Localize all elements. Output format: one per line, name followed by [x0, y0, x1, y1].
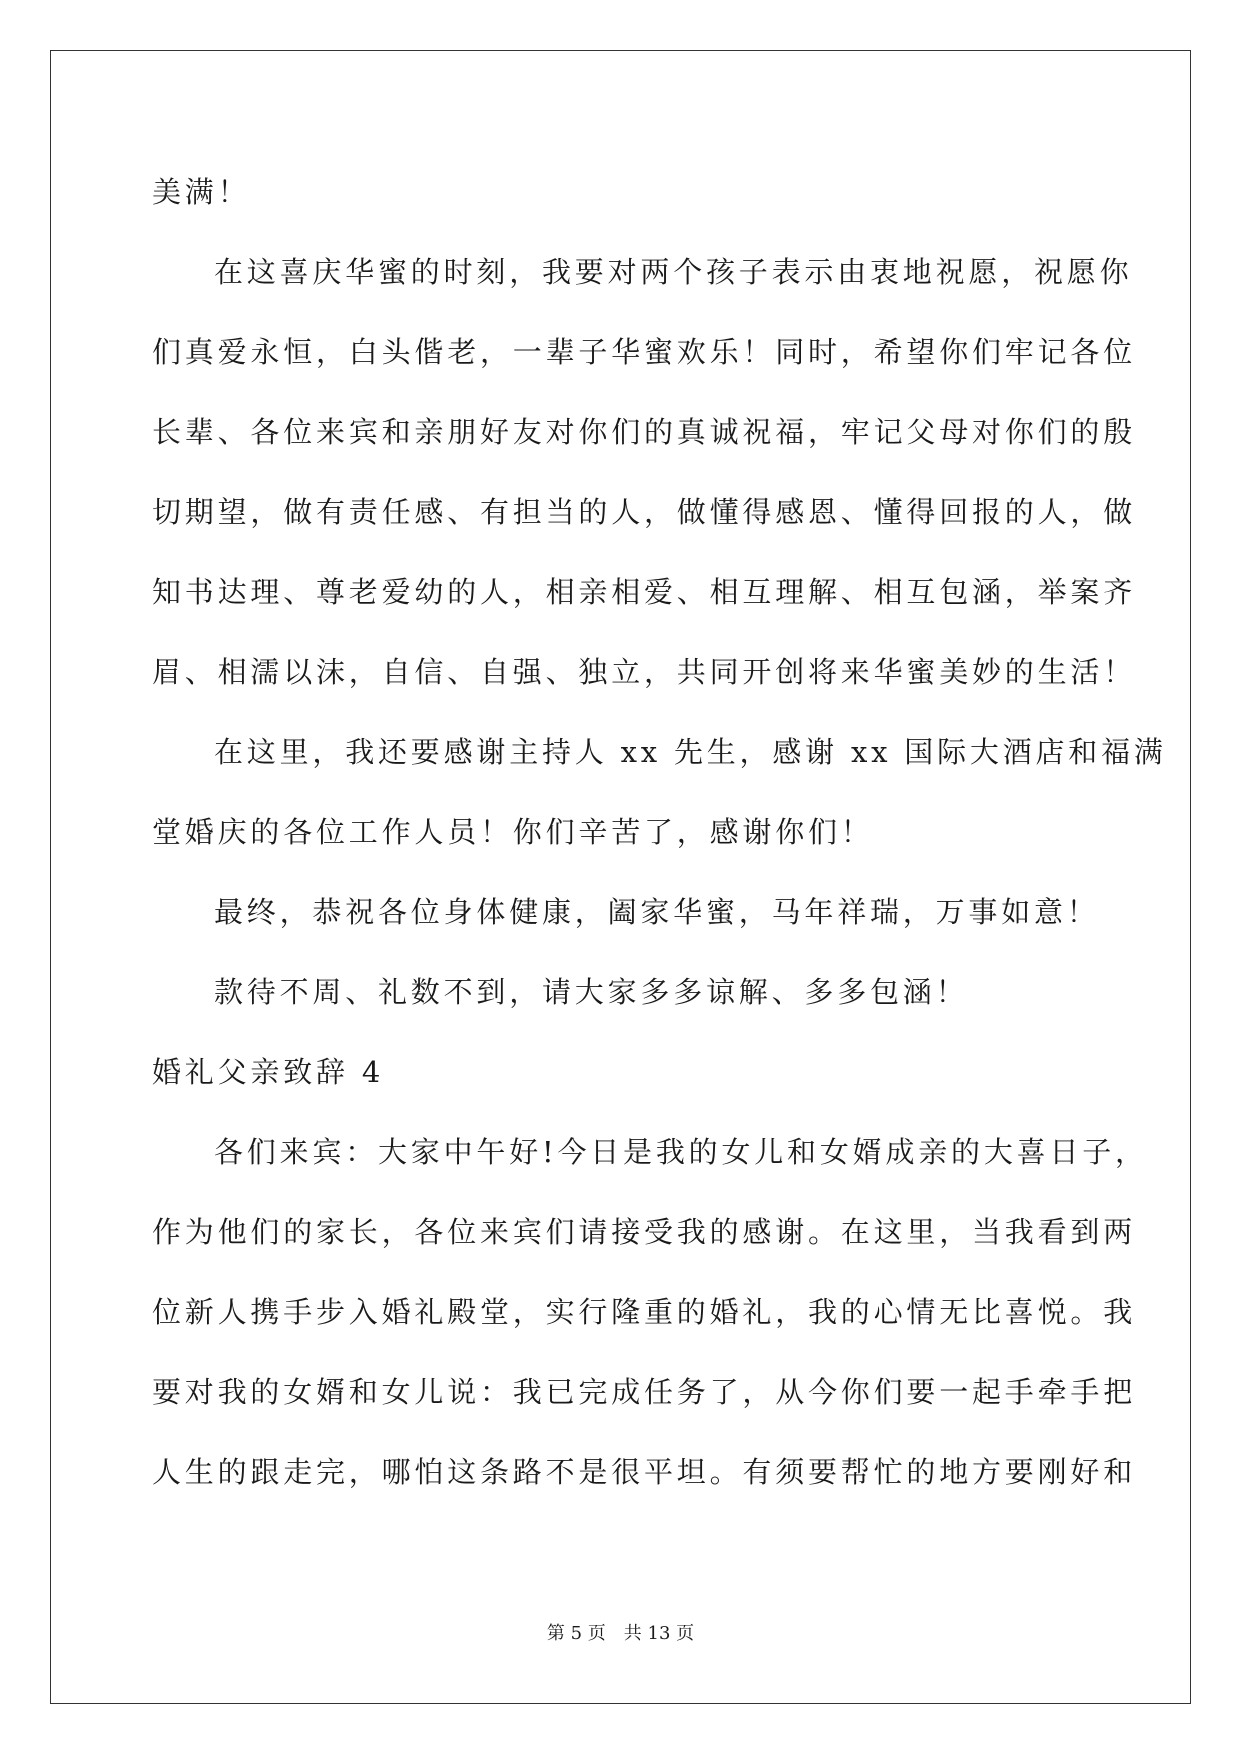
- text-line: 堂婚庆的各位工作人员！你们辛苦了，感谢你们！: [152, 815, 874, 849]
- text-line: 眉、相濡以沫，自信、自强、独立，共同开创将来华蜜美妙的生活！: [152, 655, 1137, 689]
- paragraph-first-line: 各们来宾：大家中午好!今日是我的女儿和女婿成亲的大喜日子，: [214, 1135, 1148, 1169]
- paragraph-first-line: 款待不周、礼数不到，请大家多多谅解、多多包涵！: [214, 975, 969, 1009]
- section-heading: 婚礼父亲致辞 4: [152, 1055, 385, 1089]
- page-number-footer: 第 5 页 共 13 页: [546, 1623, 695, 1644]
- text-line: 位新人携手步入婚礼殿堂，实行隆重的婚礼，我的心情无比喜悦。我: [152, 1295, 1137, 1329]
- text-line: 作为他们的家长，各位来宾们请接受我的感谢。在这里，当我看到两: [152, 1215, 1137, 1249]
- paragraph-first-line: 最终，恭祝各位身体健康，阖家华蜜，马年祥瑞，万事如意！: [214, 895, 1100, 929]
- text-line: 美满！: [152, 175, 251, 209]
- text-line: 要对我的女婿和女儿说：我已完成任务了，从今你们要一起手牵手把: [152, 1375, 1137, 1409]
- text-line: 人生的跟走完，哪怕这条路不是很平坦。有须要帮忙的地方要刚好和: [152, 1455, 1137, 1489]
- text-line: 切期望，做有责任感、有担当的人，做懂得感恩、懂得回报的人，做: [152, 495, 1137, 529]
- paragraph-first-line: 在这里，我还要感谢主持人 xx 先生，感谢 xx 国际大酒店和福满: [214, 735, 1167, 769]
- text-line: 知书达理、尊老爱幼的人，相亲相爱、相互理解、相互包涵，举案齐: [152, 575, 1137, 609]
- text-line: 们真爱永恒，白头偕老，一辈子华蜜欢乐！同时，希望你们牢记各位: [152, 335, 1137, 369]
- paragraph-first-line: 在这喜庆华蜜的时刻，我要对两个孩子表示由衷地祝愿，祝愿你: [214, 255, 1133, 289]
- text-line: 长辈、各位来宾和亲朋好友对你们的真诚祝福，牢记父母对你们的殷: [152, 415, 1137, 449]
